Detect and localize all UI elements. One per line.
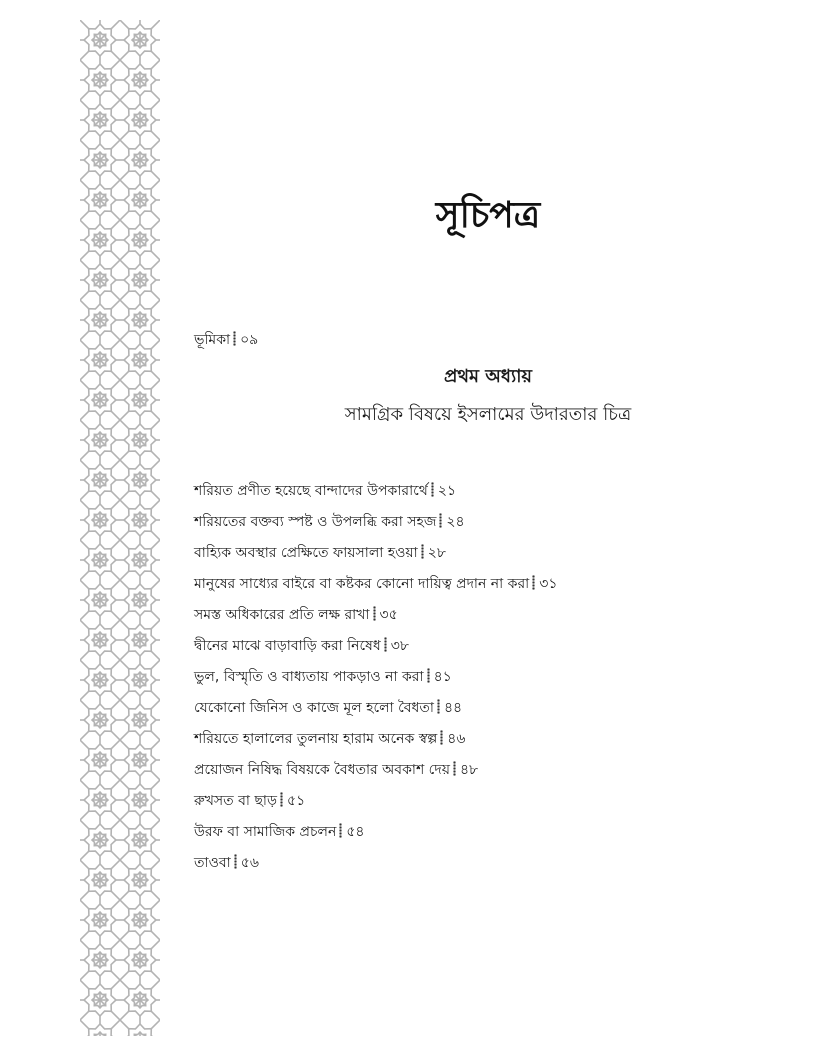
dotted-separator-icon	[373, 606, 376, 621]
toc-entry-page: ৩১	[539, 576, 558, 592]
toc-entry-label: শরিয়তে হালালের তুলনায় হারাম অনেক স্বল্প	[194, 731, 438, 747]
toc-entry-label: যেকোনো জিনিস ও কাজে মূল হলো বৈধতা	[194, 700, 434, 716]
toc-entry[interactable]	[194, 604, 557, 635]
dotted-separator-icon	[234, 854, 237, 869]
toc-entry[interactable]	[194, 666, 557, 697]
toc-entry-page: ৪১	[433, 669, 452, 685]
toc-entry-page: ৫৬	[240, 855, 259, 871]
chapter-title: প্রথম অধ্যায়	[443, 366, 533, 387]
toc-entry-label: মানুষের সাধ্যের বাইরে বা কষ্টকর কোনো দায়িত্ব প্রদান না করা	[194, 576, 530, 592]
toc-list	[194, 480, 557, 883]
toc-entry[interactable]	[194, 790, 557, 821]
toc-entry[interactable]	[194, 511, 557, 542]
dotted-separator-icon	[532, 575, 535, 590]
toc-entry-page: ৫১	[286, 793, 306, 809]
dotted-separator-icon	[421, 544, 424, 559]
toc-entry-label: রুখসত বা ছাড়	[194, 793, 277, 809]
toc-entry-label: সমস্ত অধিকারের প্রতি লক্ষ রাখা	[194, 607, 370, 623]
toc-entry-label: শরিয়ত প্রণীত হয়েছে বান্দাদের উপকারার্থে	[194, 483, 428, 499]
toc-entry-label: শরিয়তের বক্তব্য স্পষ্ট ও উপলব্ধি করা সহজ	[194, 514, 437, 530]
dotted-separator-icon	[280, 792, 283, 807]
decorative-border	[80, 20, 160, 1036]
dotted-separator-icon	[440, 730, 443, 745]
toc-entry-label: উরফ বা সামাজিক প্রচলন	[194, 824, 337, 840]
dotted-separator-icon	[339, 823, 342, 838]
toc-entry-page: ২৪	[446, 514, 465, 530]
toc-entry[interactable]	[194, 697, 557, 728]
chapter-subtitle: সামগ্রিক বিষয়ে ইসলামের উদারতার চিত্র	[344, 404, 632, 425]
toc-entry[interactable]	[194, 759, 557, 790]
toc-entry[interactable]	[194, 542, 557, 573]
toc-entry-label: ভুল, বিস্মৃতি ও বাধ্যতায় পাকড়াও না করা	[194, 669, 424, 685]
dotted-separator-icon	[233, 331, 236, 346]
dotted-separator-icon	[439, 513, 442, 528]
geometric-pattern-icon	[80, 20, 160, 1036]
toc-entry[interactable]	[194, 573, 557, 604]
intro-entry[interactable]	[194, 328, 258, 352]
toc-entry-page: ৩৮	[390, 638, 409, 654]
toc-entry-label: তাওবা	[194, 855, 231, 871]
intro-page-number: ০৯	[240, 332, 259, 348]
toc-entry-page: ৫৪	[346, 824, 365, 840]
toc-entry[interactable]	[194, 821, 557, 852]
toc-entry-page: ৪৬	[447, 731, 466, 747]
toc-entry[interactable]	[194, 728, 557, 759]
toc-entry[interactable]	[194, 852, 557, 883]
toc-entry[interactable]	[194, 635, 557, 666]
page-title: সূচিপত্র	[435, 194, 541, 236]
dotted-separator-icon	[437, 699, 440, 714]
dotted-separator-icon	[427, 668, 430, 683]
dotted-separator-icon	[384, 637, 387, 652]
dotted-separator-icon	[431, 482, 434, 497]
toc-entry[interactable]	[194, 480, 557, 511]
toc-entry-page: ৩৫	[379, 607, 398, 623]
toc-entry-page: ৪৮	[459, 762, 479, 778]
toc-entry-label: দ্বীনের মাঝে বাড়াবাড়ি করা নিষেধ	[194, 638, 381, 654]
toc-entry-page: ২১	[437, 483, 457, 499]
toc-entry-label: প্রয়োজন নিষিদ্ধ বিষয়কে বৈধতার অবকাশ দেয়	[194, 762, 450, 778]
toc-entry-page: ৪৪	[443, 700, 463, 716]
toc-entry-label: বাহ্যিক অবস্থার প্রেক্ষিতে ফায়সালা হওয়া	[194, 545, 418, 561]
intro-label: ভূমিকা	[194, 332, 231, 348]
toc-entry-page: ২৮	[427, 545, 446, 561]
dotted-separator-icon	[453, 761, 456, 776]
